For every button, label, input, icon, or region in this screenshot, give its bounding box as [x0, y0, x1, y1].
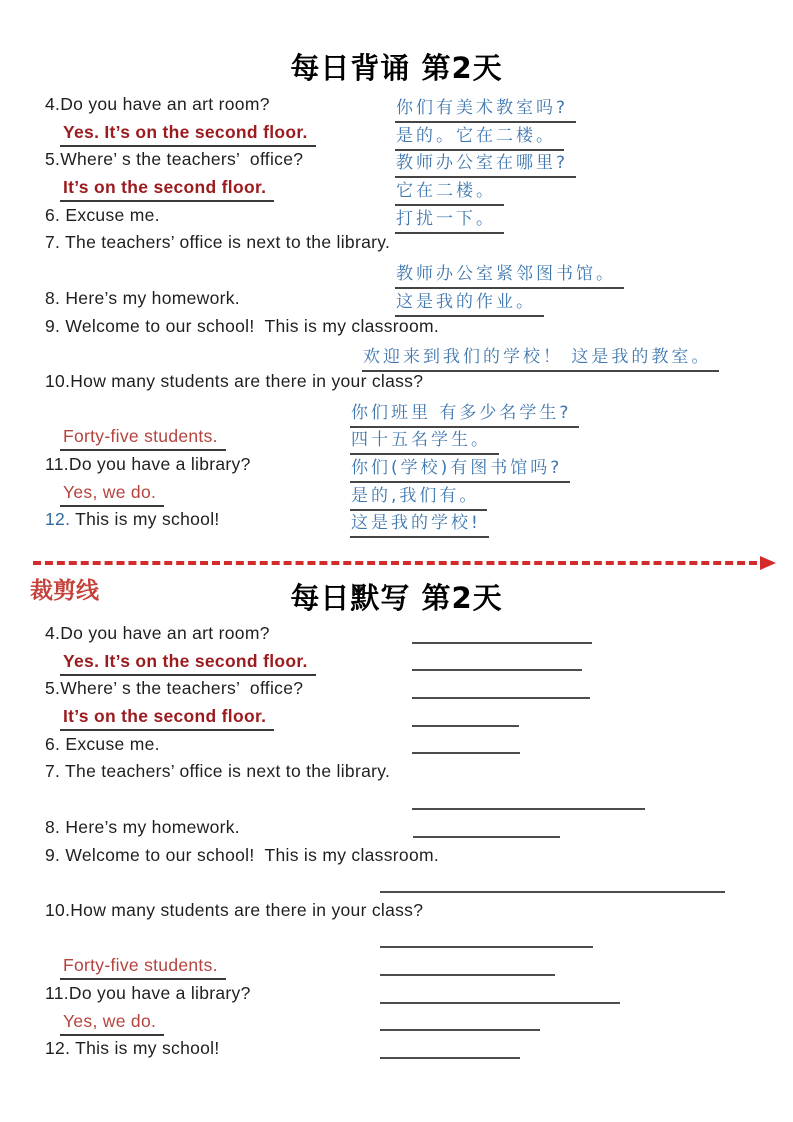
phrase-row: [0, 926, 793, 954]
phrase-row: [0, 286, 793, 314]
phrase-row: [0, 147, 793, 175]
english-text: 7. The teachers’ office is next to the library.: [45, 232, 391, 253]
english-text: 10.How many students are there in your class?: [45, 899, 424, 920]
chinese-translation: 教师办公室在哪里?: [395, 148, 576, 178]
english-answer: It’s on the second floor.: [60, 177, 274, 202]
english-answer: Yes. It’s on the second floor.: [60, 651, 316, 676]
chinese-translation: 欢迎来到我们的学校！ 这是我的教室。: [362, 342, 719, 372]
english-text: This is my school!: [70, 509, 220, 530]
english-text: 7. The teachers’ office is next to the library.: [45, 761, 391, 782]
phrase-row: [0, 649, 793, 677]
dictation-title: 每日默写 第2天: [290, 581, 503, 615]
english-text: 4.Do you have an art room?: [45, 623, 270, 643]
chinese-translation: 你们班里 有多少名学生?: [350, 398, 579, 428]
answer-blank: [380, 974, 555, 976]
phrase-row: [0, 843, 793, 871]
answer-blank: [380, 1002, 620, 1004]
phrase-row: [0, 258, 793, 286]
phrase-row: [0, 732, 793, 760]
answer-blank: [413, 836, 560, 838]
answer-blank: [412, 808, 645, 810]
phrase-row: [0, 676, 793, 704]
english-text: 6. Excuse me.: [45, 733, 160, 754]
phrase-row: [0, 787, 793, 815]
phrase-row: [0, 507, 793, 535]
chinese-translation: 这是我的学校!: [350, 508, 489, 538]
recite-section: [0, 92, 793, 535]
cut-line-arrow-icon: [760, 556, 776, 570]
answer-blank: [412, 642, 592, 644]
phrase-row: [0, 369, 793, 397]
phrase-row: [0, 92, 793, 120]
answer-blank: [380, 1029, 540, 1031]
phrase-row: [0, 120, 793, 148]
english-answer: Forty-five students.: [60, 955, 226, 980]
answer-blank: [380, 891, 725, 893]
answer-blank: [412, 669, 582, 671]
english-text: 4.Do you have an art room?: [45, 94, 270, 114]
answer-blank: [412, 752, 520, 754]
chinese-translation: 是的,我们有。: [350, 481, 487, 511]
answer-blank: [412, 697, 590, 699]
answer-blank: [380, 946, 593, 948]
cut-line-label: 裁剪线: [30, 578, 99, 604]
chinese-translation: 教师办公室紧邻图书馆。: [395, 259, 624, 289]
phrase-row: [0, 759, 793, 787]
phrase-row: [0, 397, 793, 425]
item-number: 12.: [45, 509, 71, 530]
chinese-translation: 这是我的作业。: [395, 287, 544, 317]
phrase-row: [0, 341, 793, 369]
phrase-row: [0, 314, 793, 342]
chinese-translation: 四十五名学生。: [350, 425, 499, 455]
phrase-row: [0, 870, 793, 898]
cut-line: [33, 561, 757, 565]
english-text: 9. Welcome to our school! This is my classroom.: [45, 315, 440, 336]
phrase-row: [0, 452, 793, 480]
phrase-row: [0, 981, 793, 1009]
phrase-row: [0, 480, 793, 508]
phrase-row: [0, 815, 793, 843]
chinese-translation: 你们(学校)有图书馆吗?: [350, 453, 570, 483]
answer-blank: [380, 1057, 520, 1059]
english-text: 8. Here’s my homework.: [45, 287, 240, 308]
phrase-row: [0, 1009, 793, 1037]
english-answer: Yes, we do.: [60, 1011, 164, 1036]
english-text: 12. This is my school!: [45, 1038, 220, 1059]
phrase-row: [0, 424, 793, 452]
english-text: 6. Excuse me.: [45, 204, 160, 225]
english-text: 11.Do you have a library?: [45, 453, 251, 474]
english-text: 9. Welcome to our school! This is my classroom.: [45, 844, 440, 865]
phrase-row: [0, 175, 793, 203]
chinese-translation: 它在二楼。: [395, 176, 504, 206]
chinese-translation: 是的。它在二楼。: [395, 121, 564, 151]
english-answer: Forty-five students.: [60, 426, 226, 451]
phrase-row: [0, 898, 793, 926]
english-text: 5.Where’ s the teachers’ office?: [45, 678, 304, 699]
english-answer: It’s on the second floor.: [60, 706, 274, 731]
dictation-section: [0, 621, 793, 1064]
english-answer: Yes, we do.: [60, 482, 164, 507]
phrase-row: [0, 953, 793, 981]
phrase-row: [0, 203, 793, 231]
english-text: 8. Here’s my homework.: [45, 816, 240, 837]
phrase-row: [0, 704, 793, 732]
english-answer: Yes. It’s on the second floor.: [60, 122, 316, 147]
recite-title: 每日背诵 第2天: [290, 51, 503, 85]
phrase-row: [0, 621, 793, 649]
english-text: [45, 509, 220, 530]
english-text: 5.Where’ s the teachers’ office?: [45, 149, 304, 170]
chinese-translation: 你们有美术教室吗?: [395, 93, 576, 123]
answer-blank: [412, 725, 519, 727]
english-text: 10.How many students are there in your class?: [45, 370, 424, 391]
phrase-row: [0, 1036, 793, 1064]
english-text: 11.Do you have a library?: [45, 982, 251, 1003]
chinese-translation: 打扰一下。: [395, 204, 504, 234]
phrase-row: [0, 230, 793, 258]
